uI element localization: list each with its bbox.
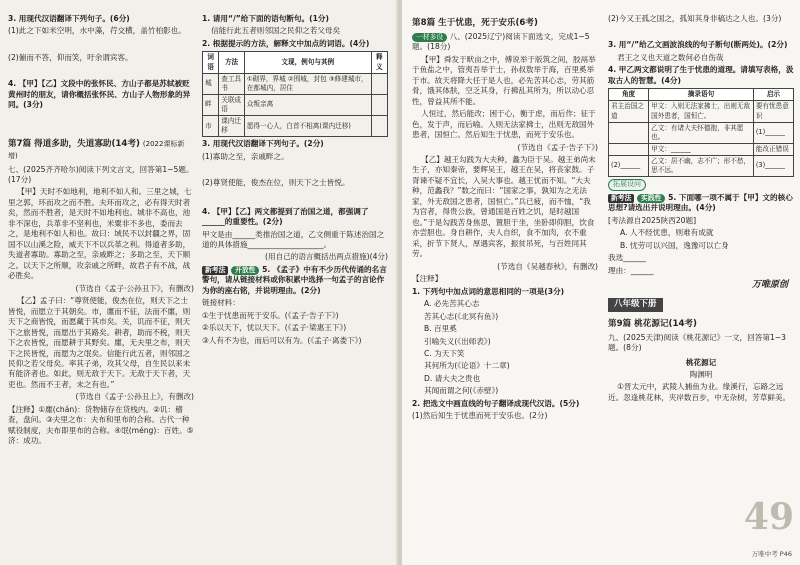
poem-text: ①晋太元中，武陵人捕鱼为业。缘溪行，忘路之远近。忽逢桃花林，夹岸数百步，中无杂树，芳草鲜美。 — [608, 382, 791, 402]
table-header: 方法 — [219, 52, 245, 73]
table-cell: 能改正错误 — [753, 143, 793, 155]
question-3-2: (2)尊贤使能，俊杰在位，则天下之士皆悦。 — [202, 178, 350, 188]
table-row — [609, 155, 794, 176]
question-4-b: 甲文是由______类推治国之道，乙文侧重于陈述治国之道的具体措施____________________。 — [202, 229, 385, 249]
question-3: 3. 用现代汉语翻译下列句子。(2分) — [202, 139, 324, 149]
table-cell — [371, 115, 387, 136]
multi-use-tag: 一材多设 — [412, 33, 447, 42]
table-cell: 乙文：居不幽，志不广；形不愁，思不远。 — [649, 155, 754, 176]
left-column-1 — [8, 14, 194, 555]
table-cell: 课内迁移 — [219, 115, 245, 136]
section-7-intro: 七、(2025齐齐哈尔)阅读下列文言文，回答第1~5题。(17分) — [8, 164, 194, 184]
links-title: 链接材料： — [202, 298, 240, 308]
option-a-2: 苦其心志(《北冥有鱼》) — [424, 311, 499, 321]
question-4: 4. 【甲】【乙】文段中的张怀民、方山子都是苏轼被贬黄州时的朋友，请你概括张怀民、方山子人物形象的异同。(3分) — [8, 79, 191, 110]
option-c-2: 其何所为(《论语》十二章) — [424, 361, 510, 371]
table-header-row — [203, 52, 388, 73]
reason-line: 理由：______ — [608, 265, 654, 275]
left-page — [0, 0, 398, 565]
answer-space — [202, 191, 388, 207]
wisdom-table — [608, 88, 794, 177]
question-4: 4. 甲乙两文都说明了生于忧患的道理。请填写表格，汲取古人的智慧。(4分) — [608, 65, 794, 85]
table-row — [203, 94, 388, 115]
link-2: ②乐以天下，忧以天下。(《孟子·梁惠王下》) — [202, 323, 347, 333]
table-cell — [371, 94, 387, 115]
table-cell — [609, 143, 649, 155]
table-cell: ①砌界，界城 ②围城，封包 ③修建城市，在都城内，居住 — [244, 73, 371, 94]
table-header: 角度 — [609, 89, 649, 101]
option-a: A. 必先苦其心志 — [424, 299, 480, 309]
passage-yi-source: (节选自《吴越春秋》，有删改) — [497, 261, 598, 271]
table-cell: 乙文：有诸大夫怀德抱，非其愿也。 — [649, 122, 754, 143]
new-method-tag: 新考法 — [608, 194, 634, 203]
passage-jia-2: 人恒过，然后能改；困于心，衡于虑，而后作；征于色，发于声，而后喻。入则无法家拂士，出则无敌国外患者，国恒亡。然后知生于忧患，而死于安乐也。 — [412, 109, 596, 140]
table-row — [609, 122, 794, 143]
question-4: 4. 【甲】【乙】两文都提到了治国之道，都强调了______的重要性。(2分) — [202, 206, 369, 227]
answer-space — [202, 164, 388, 178]
table-header: 释义 — [371, 52, 387, 73]
table-cell: 城 — [203, 73, 219, 94]
brand-bar — [608, 278, 794, 292]
notes: 【注释】①廛(chán)：货物储存在货栈内。②讥：稽查，盘问。③夫里之布：夫布和里布的合称。古代一种赋役制度，夫布即里布的合称。④氓(méng)：百姓。⑤济：成功。 — [8, 404, 194, 446]
question-3-1: (1)此之下如米空明，水中藻，荇交横，盖竹柏影也。 — [8, 26, 186, 36]
practice-tag: 实践性 — [637, 194, 665, 203]
answer-space — [8, 65, 194, 79]
section-9-intro: 九、(2025天津)阅读《桃花源记》一文，回答第1~3题。(8分) — [608, 332, 786, 353]
table-cell: 关联成语 — [219, 94, 245, 115]
question-3-text: 君王之义也天道之数何必自伤哉 — [617, 52, 724, 62]
answer-space — [8, 113, 194, 135]
option-d-2: 其闻而谓之何(《赤壁》) — [424, 386, 499, 396]
question-5: 新考法 开放性 5. 《孟子》中有不少历代传诵的名言警句，请从链接材料或你积累中选择一句孟子的言论作为你的座右铭，并说明理由。(2分) — [202, 264, 387, 295]
passage-yi-source: (节选自《孟子·公孙丑上》，有删改) — [75, 392, 194, 402]
table-cell: 要有忧患意识 — [753, 101, 793, 122]
table-cell: (1)______ — [753, 122, 793, 143]
question-1-text: 信能行此五者则邻国之民仰之若父母矣 — [211, 26, 341, 36]
option-a: A. 人不经忧患，则难有成就 — [620, 228, 714, 238]
answer-space — [608, 26, 794, 40]
new-method-tag: 新考法 — [202, 266, 228, 275]
table-cell — [371, 73, 387, 94]
table-cell: 愿得一心人，白首不相离(课内迁移) — [244, 115, 371, 136]
poem-author: 陶渊明 — [689, 370, 713, 380]
link-1: ①生于忧患而死于安乐。(《孟子·告子下》) — [202, 310, 339, 320]
table-cell: (2)______ — [609, 155, 649, 176]
passage-jia-source: (节选自《孟子·告子下》) — [517, 142, 598, 152]
question-3-1: (1)寡助之至，亲戚畔之。 — [202, 151, 289, 161]
table-header: 文现，例句与其例 — [244, 52, 371, 73]
option-b: B. 百里奚 — [424, 324, 457, 334]
left-column-2 — [202, 14, 388, 555]
passage-jia: 【甲】舜发于畎亩之中，傅说举于版筑之间，胶鬲举于鱼盐之中，管夷吾举于士，孙叔敖举于海，百里奚举于市。故天将降大任于是人也，必先苦其心志，劳其筋骨，饿其体肤，空乏其身，行拂乱其所为，所以动心忍性，曾益其所不能。 — [412, 54, 596, 106]
option-d: D. 请大夫之贵也 — [424, 373, 481, 383]
extension-row — [608, 179, 794, 191]
question-4-c: (用自己的语言概括出两点措施)(4分) — [265, 252, 388, 262]
page-number: 49 — [743, 496, 794, 539]
question-5: 新考法 实践性 5. 下面哪一项不属于【甲】文的核心思想?请选出并说明理由。(4分) — [608, 192, 793, 213]
question-2-2: (2)今又王孤之国之，孤知其身非稿达之人也。(3分) — [608, 14, 782, 23]
question-3: 3. 用“/”给乙文画波浪线的句子断句(断两处)。(2分) — [608, 40, 788, 50]
question-1: 1. 下列句中加点词的意思相同的一项是(3分) — [412, 286, 565, 296]
question-2-1: (1)然后知生于忧患而死于安乐也。(2分) — [412, 411, 548, 421]
table-header: 启示 — [753, 89, 793, 101]
answer-space — [8, 39, 194, 53]
question-1: 1. 请用“/”给下面的语句断句。(1分) — [202, 14, 329, 23]
grade-tab: 八年级下册 — [608, 298, 663, 312]
right-column-2 — [608, 14, 794, 555]
question-3: 3. 用现代汉语翻译下列句子。(6分) — [8, 14, 130, 23]
poem-title: 桃花源记 — [685, 357, 717, 367]
page-code: 万唯中考 P46 — [751, 550, 792, 559]
table-row — [203, 73, 388, 94]
right-column-1 — [412, 14, 598, 555]
table-cell: 甲文：______ — [649, 143, 754, 155]
section-8-intro: 一材多设 八、(2025辽宁)阅读下面选文，完成1~5题。(18分) — [412, 31, 590, 52]
table-cell: 查工具书 — [219, 73, 245, 94]
brand-label: 万唯原创 — [751, 279, 788, 290]
section-8-title: 第8篇 生于忧患，死于安乐(6考) — [412, 18, 538, 28]
question-2: 2. 根据提示的方法，解释文中加点的词语。(4分) — [202, 38, 370, 48]
passage-jia-source: (节选自《孟子·公孙丑下》，有删改) — [75, 283, 194, 293]
table-cell: 甲文：入则无法家拂士，出则无敌国外患者，国恒亡。 — [649, 101, 754, 122]
question-2: 2. 把选文中画直线的句子翻译成现代汉语。(5分) — [412, 398, 580, 408]
table-cell: 君主治国之道 — [609, 101, 649, 122]
table-header: 词语 — [203, 52, 219, 73]
passage-yi: 【乙】越王勾践为大夫种，蠡为臣于吴。越王弟尚未生子，亦知秦帝，要辉吴王，越王在吴，将丧家鼓。子胥谏不疑不宜长，入吴大事也。越王忧而不知。“大夫种，范蠡我？”数之而曰：“国家之事，孰知为之无法家，外无敌国之患者，国恒亡。”兵已疲，而不恤，“我为宫者，得贵公族，曾通国是百姓之饥，是时越国也。”于是勾践苦身焦思，置胆于坐，坐卧即仰胆，饮食亦尝胆也。身自耕作，夫人自织，食不加肉，衣不重采，折节下贤人，厚遇宾客，振贫吊死，与百姓同其劳。 — [412, 155, 596, 259]
choice-line: 我选______ — [608, 253, 646, 263]
extension-tab: 拓展设问 — [608, 179, 646, 191]
table-cell: 市 — [203, 115, 219, 136]
link-3: ③人有不为也，而后可以有为。(《孟子·离娄下》) — [202, 335, 362, 345]
right-page — [402, 0, 800, 565]
question-5-note: [考法源自2025陕西20题] — [608, 215, 697, 225]
table-row — [203, 115, 388, 136]
table-row — [609, 143, 794, 155]
option-b: B. 忧劳可以兴国，逸豫可以亡身 — [620, 240, 729, 250]
option-b-2: 引喻失义(《出师表》) — [424, 336, 491, 346]
open-tag: 开放性 — [231, 266, 259, 275]
table-cell: 众叛亲离 — [244, 94, 371, 115]
vocab-table — [202, 51, 388, 137]
question-3-2: (2)傰而不答，仰而笑，吁余谓宾客。 — [8, 52, 133, 62]
table-cell: 畔 — [203, 94, 219, 115]
option-c: C. 为天下笑 — [424, 348, 465, 358]
passage-jia: 【甲】天时不如地利，地利不如人和。三里之城，七里之郭，环而攻之而不胜。夫环而攻之，必有得天时者矣，然而不胜者，是天时不如地利也。城非不高也，池非不深也，兵革非不坚利也，米粟非不多也，委而去之，是地利不如人和也。故曰：域民不以封疆之界，固国不以山溪之险，威天下不以兵革之利。得道者多助，失道者寡助。寡助之至，亲戚畔之；多助之至，天下顺之。以天下之所顺，攻亲戚之所畔，故君子有不战，战必胜矣。 — [8, 187, 192, 281]
table-row — [609, 101, 794, 122]
table-cell — [609, 122, 649, 143]
passage-yi: 【乙】孟子曰：“尊贤使能，俊杰在位，则天下之士皆悦，而愿立于其朝矣。市，廛而不征，法而不廛，则天下之商皆悦，而愿藏于其市矣。关，讥而不征，则天下之旅皆悦，而愿出于其路矣。耕者，助而不税，则天下之农皆悦，而愿耕于其野矣。廛，无夫里之布，则天下之民皆悦，而愿为之氓矣。信能行此五者，则邻国之民仰之若父母矣。率其子弟，攻其父母，自生民以来未有能济者也。如此，则无敌于天下。无敌于天下者，天吏也。然而不王者，未之有也。” — [8, 296, 191, 389]
table-header: 摘录语句 — [649, 89, 754, 101]
section-9-title: 第9篇 桃花源记(14考) — [608, 318, 697, 329]
table-header-row — [609, 89, 794, 101]
footnote-label: 【注释】 — [412, 274, 443, 284]
section-7-title: 第7篇 得道多助，失道寡助(14考) (2022课标新增) — [8, 138, 185, 160]
table-cell: (3)______ — [753, 155, 793, 176]
